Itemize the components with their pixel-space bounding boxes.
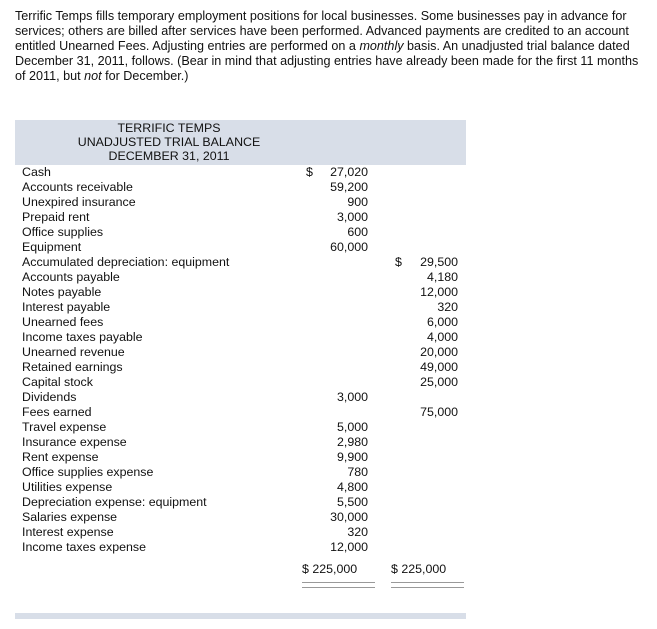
statement-title: UNADJUSTED TRIAL BALANCE [77,135,261,149]
currency-symbol: $ [306,165,313,179]
total-debit: $ 225,000 [302,562,358,576]
account-name: Rent expense [22,450,99,464]
account-name: Notes payable [22,285,102,299]
credit-amount: 320 [437,300,458,314]
table-row [15,360,466,375]
account-name: Accounts payable [22,270,120,284]
company-name: TERRIFIC TEMPS [117,121,221,135]
account-name: Prepaid rent [22,210,90,224]
intro-paragraph: Terrific Temps fills temporary employment positions for local businesses. Some businesses pay in advance for services; others are billed after services have been performed. Advanced payments are credited to an account entitled Unearned Fees. Adjusting entries are performed on a monthly basis. An unadjusted trial balance dated December 31, 2011, follows. (Bear in mind that adjusting entries have already been made for the first 11 months of 2011, but not for December.) [15,9,639,83]
account-name: Unexpired insurance [22,195,136,209]
credit-amount: 12,000 [420,285,458,299]
account-name: Depreciation expense: equipment [22,495,207,509]
table-row [15,330,466,345]
account-name: Travel expense [22,420,107,434]
table-row [15,195,466,210]
credit-amount: 49,000 [420,360,458,374]
debit-amount: 12,000 [330,540,368,554]
account-name: Interest expense [22,525,114,539]
account-name: Accumulated depreciation: equipment [22,255,230,269]
total-credit: $ 225,000 [391,562,447,576]
double-underline-credit [391,582,464,588]
credit-amount: 29,500 [420,255,458,269]
account-name: Insurance expense [22,435,127,449]
table-row [15,390,466,405]
account-name: Fees earned [22,405,92,419]
table-row [15,210,466,225]
debit-amount: 9,900 [336,450,368,464]
table-body [15,165,466,555]
credit-amount: 25,000 [420,375,458,389]
account-name: Office supplies [22,225,104,239]
debit-amount: 4,800 [336,480,368,494]
table-row [15,450,466,465]
debit-amount: 30,000 [330,510,368,524]
account-name: Income taxes payable [22,330,143,344]
debit-amount: 2,980 [336,435,368,449]
table-row [15,435,466,450]
table-row [15,465,466,480]
trial-balance-table [15,120,466,585]
table-row [15,180,466,195]
table-row [15,300,466,315]
account-name: Dividends [22,390,77,404]
table-row [15,315,466,330]
debit-amount: 5,500 [336,495,368,509]
credit-amount: 20,000 [420,345,458,359]
debit-amount: 5,000 [336,420,368,434]
credit-amount: 4,180 [426,270,458,284]
table-row [15,225,466,240]
table-row [15,495,466,510]
debit-amount: 27,020 [330,165,368,179]
credit-amount: 75,000 [420,405,458,419]
table-row [15,165,466,180]
statement-date: DECEMBER 31, 2011 [108,149,230,163]
table-footer-bar [15,613,466,619]
table-row [15,375,466,390]
currency-symbol: $ [395,255,402,269]
account-name: Retained earnings [22,360,123,374]
table-row [15,510,466,525]
table-row [15,285,466,300]
account-name: Office supplies expense [22,465,154,479]
table-row [15,405,466,420]
table-row [15,540,466,555]
table-row [15,525,466,540]
debit-amount: 600 [347,225,368,239]
account-name: Cash [22,165,51,179]
table-row [15,420,466,435]
account-name: Capital stock [22,375,93,389]
totals-row [15,555,466,585]
credit-amount: 6,000 [426,315,458,329]
table-row [15,255,466,270]
table-row [15,480,466,495]
account-name: Salaries expense [22,510,118,524]
debit-amount: 900 [347,195,368,209]
debit-amount: 320 [347,525,368,539]
account-name: Unearned revenue [22,345,125,359]
account-name: Utilities expense [22,480,113,494]
table-header [15,120,466,165]
debit-amount: 59,200 [330,180,368,194]
table-row [15,345,466,360]
debit-amount: 60,000 [330,240,368,254]
account-name: Unearned fees [22,315,104,329]
account-name: Interest payable [22,300,111,314]
account-name: Accounts receivable [22,180,133,194]
table-row [15,270,466,285]
table-row [15,240,466,255]
credit-amount: 4,000 [426,330,458,344]
debit-amount: 3,000 [336,210,368,224]
debit-amount: 780 [347,465,368,479]
account-name: Income taxes expense [22,540,146,554]
debit-amount: 3,000 [336,390,368,404]
account-name: Equipment [22,240,82,254]
double-underline-debit [302,582,375,588]
